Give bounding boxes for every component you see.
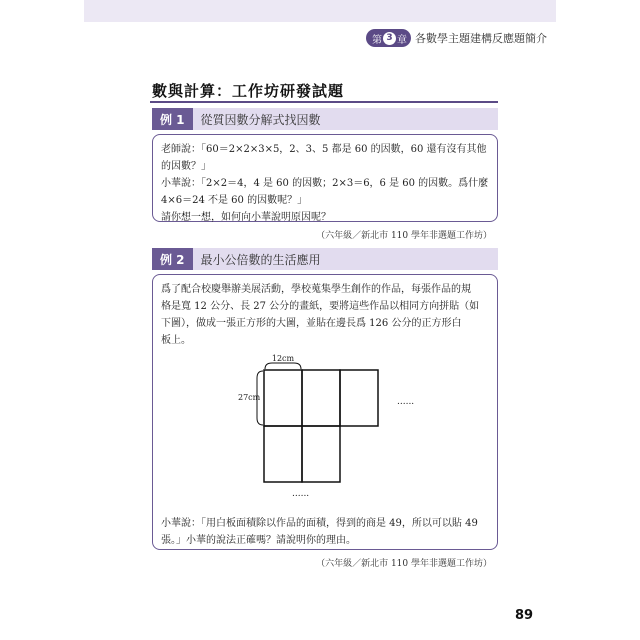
example2-paragraph-line: 下圖），做成一張正方形的大圖，並貼在邊長爲 126 公分的正方形白 [161,318,462,329]
example1-tag: 例 1 [152,108,193,130]
example1-line: 的因數？」 [161,161,211,172]
artwork-tile [302,426,340,482]
chapter-number: 3 [383,32,396,45]
section-underline [150,101,498,103]
page-number: 89 [515,608,534,623]
example2-header [152,248,498,270]
width-label: 12cm [271,354,295,363]
artwork-tile [264,426,302,482]
example2-question-line: 小華說：「用白板面積除以作品的面積，得到的商是 49，所以可以貼 49 [161,518,478,529]
chapter-prefix: 第 [372,34,382,46]
tiling-figure [234,354,474,504]
example1-line: 老師說：「60＝2×2×3×5，2、3、5 都是 60 的因數，60 還有沒有其他 [161,144,487,155]
example2-question-line: 張。」小華的說法正確嗎？請說明你的理由。 [161,535,356,546]
artwork-tile [302,370,340,426]
example1-line: 小華說：「2×2＝4，4 是 60 的因數；2×3＝6，6 是 60 的因數。爲什麼 [161,178,489,189]
top-decorative-band [84,0,556,22]
continuation-dots-bottom: ...... [292,489,310,499]
chapter-badge [366,29,411,47]
section-title: 數與計算：工作坊研發試題 [152,82,345,100]
example1-title: 從質因數分解式找因數 [193,108,498,130]
height-label: 27cm [238,393,261,402]
chapter-suffix: 章 [397,34,407,46]
chapter-header [366,28,556,48]
example2-paragraph-line: 板上。 [161,335,191,346]
artwork-tile [264,370,302,426]
example2-title: 最小公倍數的生活應用 [193,248,498,270]
example1-line: 4×6＝24 不是 60 的因數呢？」 [161,195,308,206]
example2-tag: 例 2 [152,248,193,270]
example2-source: （六年級／新北市 110 學年非選題工作坊） [316,559,492,569]
example1-source: （六年級／新北市 110 學年非選題工作坊） [316,231,492,241]
width-brace [265,363,301,369]
artwork-tile [340,370,378,426]
example1-header [152,108,498,130]
example1-line: 請你想一想，如何向小華說明原因呢？ [161,212,331,223]
chapter-title: 各數學主題建構反應題簡介 [415,32,547,45]
example2-paragraph-line: 格是寬 12 公分、長 27 公分的畫紙，要將這些作品以相同方向拼貼（如 [161,301,480,312]
continuation-dots-right: ...... [397,397,415,407]
example1-box [152,134,498,222]
example2-paragraph-line: 爲了配合校慶舉辦美展活動，學校蒐集學生創作的作品，每張作品的規 [161,284,471,295]
